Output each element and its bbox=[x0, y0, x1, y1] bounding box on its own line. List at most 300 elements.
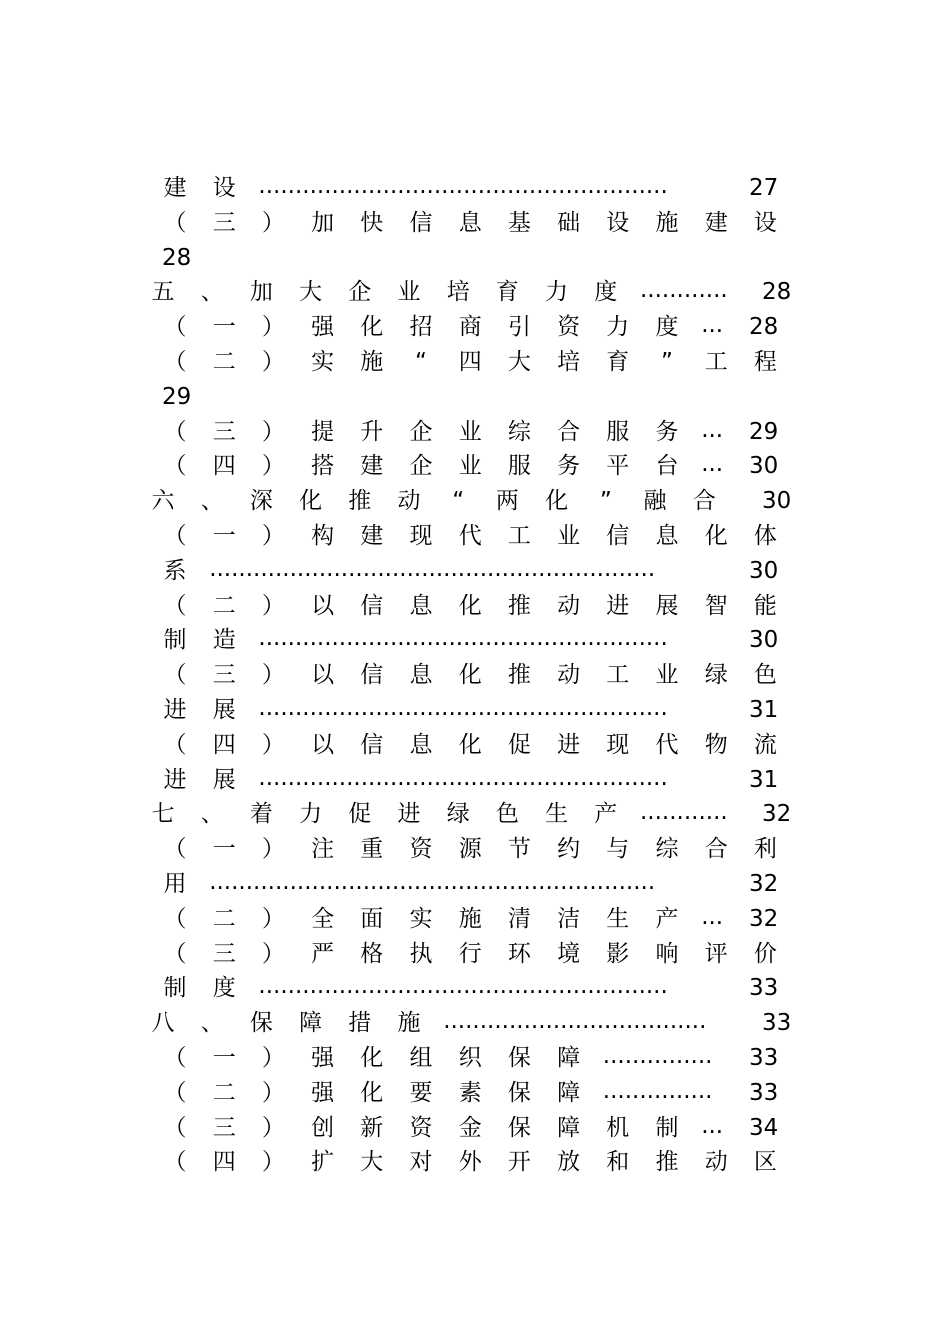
toc-leader: ... bbox=[701, 903, 724, 930]
toc-char: 八 bbox=[151, 1010, 175, 1037]
toc-entry bbox=[0, 554, 950, 588]
toc-char: 行 bbox=[458, 940, 482, 967]
toc-char: 大 bbox=[360, 1149, 384, 1176]
toc-entry bbox=[0, 797, 950, 831]
toc-page-number: 28 bbox=[749, 314, 779, 341]
toc-char: 度 bbox=[594, 279, 618, 306]
toc-char: 化 bbox=[360, 314, 384, 341]
toc-char: “ bbox=[415, 349, 427, 375]
toc-page-number: 32 bbox=[749, 905, 779, 932]
toc-char: 产 bbox=[594, 801, 618, 828]
toc-char: 推 bbox=[655, 1149, 679, 1176]
toc-char: （ bbox=[163, 905, 187, 932]
toc-page-number: 29 bbox=[749, 418, 779, 445]
toc-page-number: 32 bbox=[749, 871, 779, 897]
toc-leader: ............... bbox=[602, 1043, 713, 1069]
toc-char: ） bbox=[261, 662, 285, 689]
toc-char: 体 bbox=[753, 523, 777, 549]
toc-char: ） bbox=[261, 940, 285, 967]
toc-char: 资 bbox=[409, 836, 433, 863]
toc-char: （ bbox=[163, 1149, 187, 1176]
toc-char: 措 bbox=[348, 1010, 372, 1037]
toc-entry bbox=[0, 275, 950, 309]
toc-entry bbox=[0, 310, 950, 344]
toc-char: （ bbox=[163, 209, 187, 236]
toc-char: （ bbox=[163, 1079, 187, 1106]
toc-char: 智 bbox=[704, 592, 728, 619]
toc-char: 化 bbox=[458, 731, 482, 758]
toc-char: （ bbox=[163, 836, 187, 863]
toc-char: 商 bbox=[458, 314, 482, 341]
toc-char: 生 bbox=[606, 905, 630, 932]
toc-char: 四 bbox=[212, 453, 236, 480]
toc-char: 化 bbox=[545, 488, 569, 515]
toc-char: ） bbox=[261, 453, 285, 480]
toc-entry bbox=[0, 728, 950, 762]
toc-char: 二 bbox=[212, 349, 236, 375]
toc-page-number: 34 bbox=[749, 1114, 779, 1141]
toc-char: 工 bbox=[606, 662, 630, 689]
toc-char: 能 bbox=[753, 592, 777, 619]
toc-char: 机 bbox=[606, 1114, 630, 1141]
toc-leader: ........................................................ bbox=[258, 695, 668, 721]
toc-entry bbox=[0, 902, 950, 936]
toc-char: 利 bbox=[753, 836, 777, 863]
toc-char: 育 bbox=[495, 279, 519, 306]
toc-char: 和 bbox=[606, 1149, 630, 1176]
toc-char: 三 bbox=[212, 940, 236, 967]
toc-char: 二 bbox=[212, 592, 236, 619]
toc-char: 造 bbox=[212, 627, 236, 654]
toc-char: 要 bbox=[409, 1079, 433, 1106]
toc-char: 环 bbox=[507, 940, 531, 967]
toc-char: 构 bbox=[311, 523, 335, 549]
toc-char: 七 bbox=[151, 801, 175, 828]
toc-leader: ........................................................ bbox=[258, 764, 668, 791]
toc-char: 化 bbox=[458, 662, 482, 689]
toc-char: 业 bbox=[458, 418, 482, 445]
toc-char: ” bbox=[599, 488, 612, 515]
toc-char: 动 bbox=[557, 662, 581, 689]
toc-char: 全 bbox=[311, 905, 335, 932]
toc-char: 推 bbox=[348, 488, 372, 515]
toc-char: 设 bbox=[753, 209, 777, 236]
toc-char: 以 bbox=[311, 662, 335, 689]
toc-char: 保 bbox=[507, 1045, 531, 1071]
toc-char: 基 bbox=[507, 209, 531, 236]
toc-char: 工 bbox=[507, 523, 531, 549]
toc-char: ） bbox=[261, 523, 285, 549]
toc-leader: ............ bbox=[640, 277, 728, 304]
toc-char: 推 bbox=[507, 592, 531, 619]
toc-char: 服 bbox=[606, 418, 630, 445]
toc-char: 产 bbox=[655, 905, 679, 932]
toc-char: 与 bbox=[606, 836, 630, 863]
toc-leader: ........................................................ bbox=[258, 173, 668, 199]
toc-char: 度 bbox=[212, 975, 236, 1002]
toc-char: 、 bbox=[200, 279, 224, 306]
toc-char: 提 bbox=[311, 418, 335, 445]
toc-char: 服 bbox=[507, 453, 531, 480]
toc-char: （ bbox=[163, 731, 187, 758]
toc-char: 进 bbox=[163, 766, 187, 793]
toc-char: ） bbox=[261, 836, 285, 863]
toc-char: 业 bbox=[458, 453, 482, 480]
toc-char: 放 bbox=[557, 1149, 581, 1176]
toc-entry bbox=[0, 1145, 950, 1179]
toc-char: 新 bbox=[360, 1114, 384, 1141]
toc-char: 建 bbox=[360, 453, 384, 480]
toc-page-number: 28 bbox=[162, 244, 192, 271]
toc-char: 严 bbox=[311, 940, 335, 967]
toc-char: 台 bbox=[655, 453, 679, 480]
toc-char: 化 bbox=[299, 488, 323, 515]
toc-char: 展 bbox=[212, 697, 236, 723]
toc-char: 执 bbox=[409, 940, 433, 967]
toc-char: 促 bbox=[348, 801, 372, 828]
toc-char: 源 bbox=[458, 836, 482, 863]
toc-char: 施 bbox=[458, 905, 482, 932]
toc-char: 力 bbox=[299, 801, 323, 828]
toc-char: 制 bbox=[163, 627, 187, 654]
toc-leader: ... bbox=[701, 312, 724, 339]
toc-entry bbox=[0, 867, 950, 901]
toc-char: 制 bbox=[163, 975, 187, 1002]
toc-entry bbox=[0, 206, 950, 240]
toc-char: 绿 bbox=[446, 801, 470, 828]
toc-page-number: 29 bbox=[162, 383, 192, 410]
toc-char: 业 bbox=[397, 279, 421, 306]
toc-entry bbox=[0, 971, 950, 1005]
toc-char: ） bbox=[261, 418, 285, 445]
toc-char: 进 bbox=[557, 731, 581, 758]
toc-char: 生 bbox=[545, 801, 569, 828]
toc-char: （ bbox=[163, 1114, 187, 1141]
toc-leader: ........................................................ bbox=[258, 625, 668, 652]
toc-leader: .................................... bbox=[443, 1008, 707, 1035]
toc-leader: ............ bbox=[640, 799, 728, 826]
toc-char: 响 bbox=[655, 940, 679, 967]
toc-char: 加 bbox=[249, 279, 273, 306]
toc-char: 境 bbox=[557, 940, 581, 967]
toc-page-number: 30 bbox=[749, 557, 779, 584]
toc-char: 四 bbox=[212, 1149, 236, 1176]
toc-char: 信 bbox=[360, 592, 384, 619]
toc-char: 息 bbox=[655, 523, 679, 549]
toc-char: 障 bbox=[557, 1079, 581, 1106]
toc-char: 保 bbox=[249, 1010, 273, 1037]
toc-char: 六 bbox=[151, 488, 175, 515]
toc-entry bbox=[0, 171, 950, 205]
toc-char: 化 bbox=[704, 523, 728, 549]
toc-char: （ bbox=[163, 523, 187, 549]
toc-char: 息 bbox=[409, 662, 433, 689]
toc-char: 障 bbox=[299, 1010, 323, 1037]
toc-entry bbox=[0, 693, 950, 727]
toc-char: 实 bbox=[409, 905, 433, 932]
toc-char: ） bbox=[261, 314, 285, 341]
toc-char: 以 bbox=[311, 592, 335, 619]
toc-char: 格 bbox=[360, 940, 384, 967]
toc-char: 深 bbox=[249, 488, 273, 515]
toc-char: 色 bbox=[495, 801, 519, 828]
toc-char: 价 bbox=[753, 940, 777, 967]
toc-char: 融 bbox=[643, 488, 667, 515]
toc-char: 信 bbox=[409, 209, 433, 236]
toc-char: 程 bbox=[753, 349, 777, 375]
toc-char: 色 bbox=[753, 662, 777, 689]
toc-char: 以 bbox=[311, 731, 335, 758]
toc-char: 一 bbox=[212, 314, 236, 341]
toc-char: 进 bbox=[606, 592, 630, 619]
toc-entry bbox=[0, 937, 950, 971]
toc-char: 推 bbox=[507, 662, 531, 689]
toc-char: 资 bbox=[557, 314, 581, 341]
toc-entry bbox=[0, 345, 950, 379]
toc-char: 两 bbox=[495, 488, 519, 515]
toc-char: 升 bbox=[360, 418, 384, 445]
toc-char: 、 bbox=[200, 801, 224, 828]
toc-char: 培 bbox=[446, 279, 470, 306]
toc-char: ） bbox=[261, 1149, 285, 1176]
toc-char: （ bbox=[163, 314, 187, 341]
toc-char: 企 bbox=[409, 453, 433, 480]
toc-char: 组 bbox=[409, 1045, 433, 1071]
toc-char: 合 bbox=[557, 418, 581, 445]
toc-char: 系 bbox=[163, 557, 187, 584]
toc-char: 平 bbox=[606, 453, 630, 480]
toc-char: 企 bbox=[348, 279, 372, 306]
toc-entry bbox=[0, 484, 950, 518]
toc-char: 化 bbox=[458, 592, 482, 619]
toc-char: 四 bbox=[212, 731, 236, 758]
toc-char: 息 bbox=[409, 731, 433, 758]
toc-entry bbox=[0, 1076, 950, 1110]
toc-char: 评 bbox=[704, 940, 728, 967]
toc-char: ） bbox=[261, 1114, 285, 1141]
toc-char: 素 bbox=[458, 1079, 482, 1106]
toc-char: 织 bbox=[458, 1045, 482, 1071]
toc-char: 培 bbox=[557, 349, 581, 375]
toc-char: 三 bbox=[212, 1114, 236, 1141]
toc-char: 育 bbox=[606, 349, 630, 375]
toc-page-number: 33 bbox=[762, 1010, 792, 1037]
toc-char: 物 bbox=[704, 731, 728, 758]
toc-char: （ bbox=[163, 418, 187, 445]
toc-char: 业 bbox=[655, 662, 679, 689]
toc-char: 重 bbox=[360, 836, 384, 863]
toc-char: 合 bbox=[704, 836, 728, 863]
toc-leader: ............................................................. bbox=[209, 555, 656, 582]
toc-char: 施 bbox=[397, 1010, 421, 1037]
toc-char: ） bbox=[261, 731, 285, 758]
toc-char: 开 bbox=[507, 1149, 531, 1176]
toc-char: 信 bbox=[360, 662, 384, 689]
toc-char: ） bbox=[261, 1079, 285, 1106]
toc-char: 外 bbox=[458, 1149, 482, 1176]
toc-char: 强 bbox=[311, 314, 335, 341]
toc-char: ） bbox=[261, 592, 285, 619]
toc-char: 搭 bbox=[311, 453, 335, 480]
toc-entry bbox=[0, 415, 950, 449]
toc-char: 注 bbox=[311, 836, 335, 863]
toc-char: 建 bbox=[163, 175, 187, 201]
toc-char: （ bbox=[163, 1045, 187, 1071]
toc-entry bbox=[0, 832, 950, 866]
toc-char: 保 bbox=[507, 1079, 531, 1106]
toc-char: 力 bbox=[545, 279, 569, 306]
toc-char: 快 bbox=[360, 209, 384, 236]
toc-page-number: 27 bbox=[749, 175, 779, 201]
toc-char: （ bbox=[163, 592, 187, 619]
toc-page-number: 30 bbox=[749, 627, 779, 654]
toc-char: 流 bbox=[753, 731, 777, 758]
toc-char: ） bbox=[261, 209, 285, 236]
toc-char: 信 bbox=[606, 523, 630, 549]
toc-char: 务 bbox=[655, 418, 679, 445]
toc-char: 展 bbox=[655, 592, 679, 619]
toc-char: 促 bbox=[507, 731, 531, 758]
toc-char: 着 bbox=[249, 801, 273, 828]
toc-char: 引 bbox=[507, 314, 531, 341]
toc-char: 化 bbox=[360, 1045, 384, 1071]
toc-char: 进 bbox=[397, 801, 421, 828]
toc-char: 业 bbox=[557, 523, 581, 549]
toc-char: 资 bbox=[409, 1114, 433, 1141]
toc-char: 加 bbox=[311, 209, 335, 236]
toc-char: 四 bbox=[458, 349, 482, 375]
toc-char: 企 bbox=[409, 418, 433, 445]
toc-char: 金 bbox=[458, 1114, 482, 1141]
toc-char: 保 bbox=[507, 1114, 531, 1141]
toc-entry bbox=[0, 380, 950, 414]
toc-char: 约 bbox=[557, 836, 581, 863]
toc-entry bbox=[0, 589, 950, 623]
toc-char: 综 bbox=[655, 836, 679, 863]
toc-char: （ bbox=[163, 453, 187, 480]
toc-char: 招 bbox=[409, 314, 433, 341]
toc-char: 设 bbox=[606, 209, 630, 236]
toc-entry bbox=[0, 519, 950, 553]
toc-char: （ bbox=[163, 662, 187, 689]
toc-char: 三 bbox=[212, 209, 236, 236]
toc-char: 合 bbox=[692, 488, 716, 515]
toc-char: 节 bbox=[507, 836, 531, 863]
toc-char: 信 bbox=[360, 731, 384, 758]
toc-char: 创 bbox=[311, 1114, 335, 1141]
toc-leader: ... bbox=[701, 416, 724, 443]
toc-char: ” bbox=[661, 349, 673, 375]
toc-entry bbox=[0, 449, 950, 483]
toc-char: 强 bbox=[311, 1079, 335, 1106]
toc-char: 力 bbox=[606, 314, 630, 341]
toc-char: 设 bbox=[212, 175, 236, 201]
toc-char: 代 bbox=[458, 523, 482, 549]
toc-entry bbox=[0, 241, 950, 275]
toc-char: 、 bbox=[200, 488, 224, 515]
toc-char: 一 bbox=[212, 836, 236, 863]
toc-page-number: 31 bbox=[749, 766, 779, 793]
toc-char: 大 bbox=[507, 349, 531, 375]
toc-char: 用 bbox=[163, 871, 187, 897]
toc-page-number: 33 bbox=[749, 975, 779, 1002]
toc-leader: ............... bbox=[602, 1077, 713, 1104]
toc-char: 障 bbox=[557, 1114, 581, 1141]
toc-char: 二 bbox=[212, 905, 236, 932]
toc-char: 务 bbox=[557, 453, 581, 480]
toc-char: ） bbox=[261, 905, 285, 932]
toc-page-number: 28 bbox=[762, 279, 792, 306]
toc-char: 强 bbox=[311, 1045, 335, 1071]
toc-char: 动 bbox=[557, 592, 581, 619]
toc-char: 度 bbox=[655, 314, 679, 341]
toc-char: ） bbox=[261, 349, 285, 375]
toc-char: 础 bbox=[557, 209, 581, 236]
toc-page-number: 33 bbox=[749, 1045, 779, 1071]
toc-char: ） bbox=[261, 1045, 285, 1071]
toc-char: “ bbox=[452, 488, 465, 515]
toc-char: 动 bbox=[704, 1149, 728, 1176]
toc-char: 清 bbox=[507, 905, 531, 932]
toc-char: 现 bbox=[409, 523, 433, 549]
toc-leader: ............................................................. bbox=[209, 869, 656, 895]
toc-char: 建 bbox=[360, 523, 384, 549]
toc-char: 大 bbox=[299, 279, 323, 306]
toc-leader: ... bbox=[701, 451, 724, 478]
toc-entry bbox=[0, 763, 950, 797]
toc-char: 对 bbox=[409, 1149, 433, 1176]
toc-char: 综 bbox=[507, 418, 531, 445]
toc-page-number: 31 bbox=[749, 697, 779, 723]
toc-char: 息 bbox=[409, 592, 433, 619]
toc-char: 实 bbox=[311, 349, 335, 375]
toc-char: 一 bbox=[212, 523, 236, 549]
toc-char: （ bbox=[163, 940, 187, 967]
toc-page-number: 30 bbox=[762, 488, 792, 515]
toc-char: 面 bbox=[360, 905, 384, 932]
toc-char: 二 bbox=[212, 1079, 236, 1106]
toc-char: （ bbox=[163, 349, 187, 375]
toc-char: 区 bbox=[753, 1149, 777, 1176]
toc-entry bbox=[0, 623, 950, 657]
toc-page-number: 30 bbox=[749, 453, 779, 480]
toc-char: 三 bbox=[212, 418, 236, 445]
toc-char: 影 bbox=[606, 940, 630, 967]
toc-char: 进 bbox=[163, 697, 187, 723]
toc-char: 障 bbox=[557, 1045, 581, 1071]
toc-char: 展 bbox=[212, 766, 236, 793]
toc-leader: ........................................................ bbox=[258, 973, 668, 1000]
toc-char: 绿 bbox=[704, 662, 728, 689]
toc-entry bbox=[0, 1041, 950, 1075]
toc-char: 动 bbox=[397, 488, 421, 515]
toc-char: 工 bbox=[704, 349, 728, 375]
toc-char: 息 bbox=[458, 209, 482, 236]
toc-char: 化 bbox=[360, 1079, 384, 1106]
toc-char: 施 bbox=[360, 349, 384, 375]
toc-char: 洁 bbox=[557, 905, 581, 932]
toc-entry bbox=[0, 1111, 950, 1145]
toc-char: 扩 bbox=[311, 1149, 335, 1176]
toc-entry bbox=[0, 658, 950, 692]
toc-entry bbox=[0, 1006, 950, 1040]
toc-page-number: 33 bbox=[749, 1079, 779, 1106]
toc-char: 施 bbox=[655, 209, 679, 236]
toc-page-number: 32 bbox=[762, 801, 792, 828]
toc-char: 一 bbox=[212, 1045, 236, 1071]
toc-char: 五 bbox=[151, 279, 175, 306]
toc-char: 建 bbox=[704, 209, 728, 236]
